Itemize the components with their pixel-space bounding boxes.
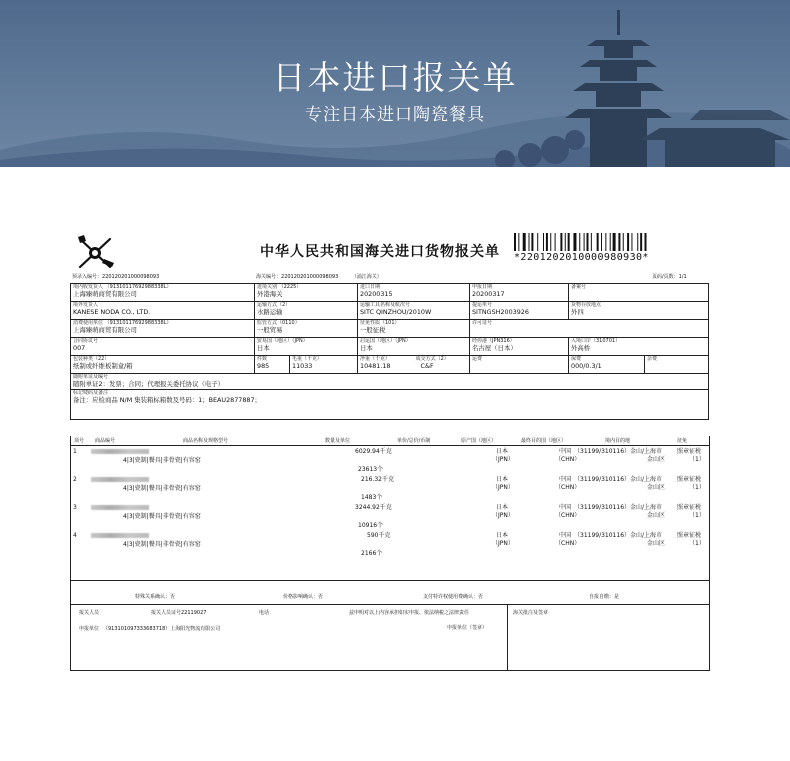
self-report-confirm: 自报自缴：是 <box>589 594 620 600</box>
banner-title: 日本进口报关单 <box>272 58 518 97</box>
entry-customs-cell: 进境关别 （2225） 外港海关 <box>255 284 358 302</box>
page-info: 页码/页数：1/1 <box>652 274 687 280</box>
supervision-cell: 监管方式（0110） 一般贸易 <box>255 320 358 338</box>
agent-name: （913101097333683718）上海阳光物流有限公司 <box>103 626 221 632</box>
goods-header-dest: 最终目的国（地区） <box>521 438 567 444</box>
document-title: 中华人民共和国海关进口货物报关单 <box>260 244 500 260</box>
goods-header-code: 商品编号 <box>95 438 116 444</box>
special-relation-confirm: 特殊关系确认：否 <box>135 594 176 600</box>
goods-header-domestic: 境内目的地 <box>605 438 631 444</box>
goods-header-price: 单价/总价/币制 <box>397 438 431 444</box>
barcode-icon <box>514 233 694 252</box>
customs-declaration-form <box>70 230 710 680</box>
goods-header-levy: 征免 <box>677 438 688 444</box>
overseas-shipper-cell: 境外发货人 KANESE NODA CO., LTD. <box>71 302 255 320</box>
agent-seal-label: 申报单位（签章） <box>447 625 488 631</box>
contract-cell: 合同协议号 007 <box>71 338 255 356</box>
confirmation-row <box>70 580 710 605</box>
entry-port-cell: 入境口岸（310701） 外高桥 <box>569 338 709 356</box>
trade-country-cell: 贸易国（地区）（JPN） 日本 <box>255 338 358 356</box>
consumer-cell: 消费使用单位 （91310117692988338L） 上海臻萌商贸有限公司 <box>71 320 255 338</box>
record-no-cell: 备案号 <box>569 284 709 302</box>
vessel-cell: 运输工具名称及航次号 SITC QINZHOU/2010W <box>358 302 470 320</box>
phone-label: 电话 <box>259 610 270 616</box>
marks-remarks-cell: 标记唛码及备注 备注：应检商品 N/M 集装箱标箱数及号码：1；BEAU2877887； <box>71 390 709 420</box>
goods-header-no: 项号 <box>74 438 85 444</box>
price-influence-confirm: 价格影响确认：否 <box>283 594 324 600</box>
agent-label: 申报单位 <box>79 626 100 632</box>
pieces-cell: 件数 985 <box>255 356 290 374</box>
customs-number: 海关编号：220120201000098093 （浦江海关） <box>256 274 382 280</box>
customs-emblem-icon <box>74 233 118 273</box>
misc-fee-cell: 杂费 <box>645 356 709 374</box>
net-weight-cell: 净重（千克） 成交方式（2） 10481.18 C&F <box>358 356 470 374</box>
declaration-fields-table <box>70 283 709 420</box>
goods-header-spec: 商品名称及规格型号 <box>183 438 229 444</box>
package-cell: 包装种类（22） 纸制或纤维板制盒/箱 <box>71 356 255 374</box>
departure-port-cell: 经停港（JPN316） 名古屋（日本） <box>470 338 569 356</box>
declare-date-cell: 申报日期 20200317 <box>470 284 569 302</box>
goods-list: 项号 商品编号 商品名称及规格型号 数量及单位 单价/总价/币制 原产国（地区） 最终目的国（地区） 境内目的地 征免 1 4|3|瓷制|餐具|非骨瓷|有容窑 6029.94千克 23613个 日本 （JPN） 中国 （CHN） （31199/310116）金山/上海市 金山区 照章征税 （1） 2 4|3|瓷制|餐具|非骨瓷|有容窑 216.32千克 1483个 日本 （JPN） 中国 （CHN） （31199/310116）金山/上海市 金山区 照章征税 （1） 3 4|3|瓷制|餐具|非骨瓷|有容窑 3244.92千克 10916个 日本 （JPN） 中国 （CHN） （31199/310116）金山/上海市 金山区 照章征税 （1） 4 4|3|瓷制|餐具|非骨瓷|有容窑 590千克 2166个 日本 （JPN） 中国 （CHN） （31199/310116）金山/上海市 金山区 照章征税 （1） <box>70 436 710 581</box>
declarant-label: 报关人员 <box>79 610 100 616</box>
insurance-cell: 保费 000/0.3/1 <box>569 356 645 374</box>
levy-nature-cell: 征免性质（101） 一般征税 <box>358 320 470 338</box>
royalty-confirm: 支付特许权使用费确认：否 <box>423 594 484 600</box>
declarant-section <box>70 604 710 671</box>
freight-cell: 运费 <box>470 356 569 374</box>
gross-weight-cell: 毛重（千克） 11033 <box>290 356 358 374</box>
import-date-cell: 进口日期 20200315 <box>358 284 470 302</box>
goods-header-qty: 数量及单位 <box>325 438 351 444</box>
transport-mode-cell: 运输方式（2） 水路运输 <box>255 302 358 320</box>
banner-subtitle: 专注日本进口陶瓷餐具 <box>305 105 485 125</box>
declaration-statement: 兹申明对以上内容承担如实申报、依法纳税之法律责任 <box>349 610 470 616</box>
consignee-cell: 境内收发货人 （91310117692988338L） 上海臻萌商贸有限公司 <box>71 284 255 302</box>
declarant-cert: 报关人员证号22119027 <box>151 610 207 616</box>
storage-cell: 货物存放地点 外四 <box>569 302 709 320</box>
origin-country-cell: 启运国（地区）（JPN） 日本 <box>358 338 470 356</box>
goods-header-origin: 原产国（地区） <box>461 438 497 444</box>
customs-remarks-label: 海关批注及签章 <box>513 610 549 616</box>
bl-cell: 提运单号 SITNGSH2003926 <box>470 302 569 320</box>
attached-docs-cell: 随附单证及编号 随附单证2：发票；合同；代理报关委托协议（电子） <box>71 374 709 390</box>
header-banner <box>0 0 790 167</box>
barcode-number: *2201202010000980930* <box>514 252 649 263</box>
pre-entry-number: 预录入编号：220120201000098093 <box>72 274 160 280</box>
license-cell: 许可证号 <box>470 320 709 338</box>
